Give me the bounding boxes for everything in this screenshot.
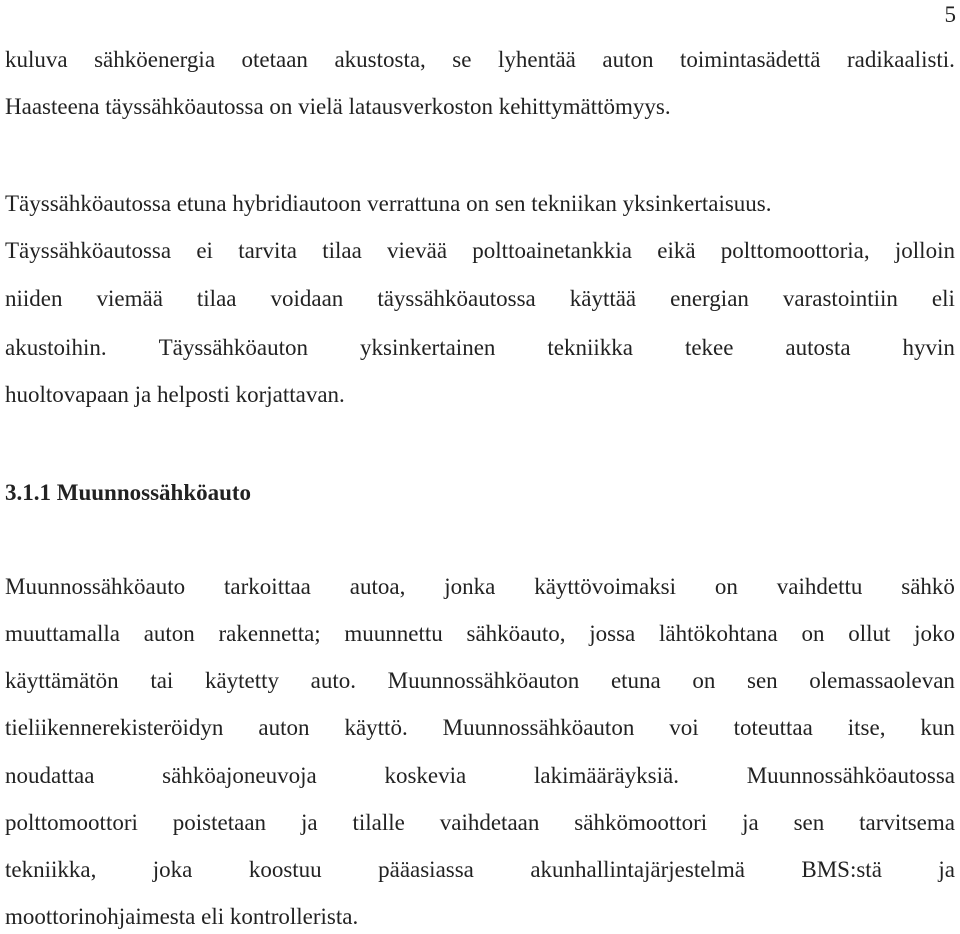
paragraph-3-line-1 [5,572,955,602]
word: ja [938,857,955,882]
word: niiden [5,286,63,311]
paragraph-1-line-2: Haasteena täyssähköautossa on vielä latausverkoston kehittymättömyys. [5,94,671,119]
word: on [714,574,738,599]
word: noudattaa [5,763,95,788]
word: voidaan [270,286,344,311]
section-heading: 3.1.1 Muunnossähköauto [5,480,252,505]
paragraph-2-line-4 [5,333,955,363]
word: joka [152,857,193,882]
word: sen [793,810,825,835]
word: sähköauto, [466,621,566,646]
word: käyttövoimaksi [534,574,677,599]
word: hyvin [902,335,955,360]
word: ja [742,810,759,835]
word: käytetty [204,668,280,693]
word: toimintasädettä [679,47,821,72]
word: tekniikka, [5,857,97,882]
word: kuluva [5,47,68,72]
word: sähköenergia [94,47,216,72]
word: auton [258,715,310,740]
page-number: 5 [944,2,956,27]
word: vaihdetaan [439,810,540,835]
word: olemassaolevan [809,668,955,693]
word: autosta [785,335,851,360]
paragraph-3-line-7 [5,855,955,885]
word: polttomoottori [5,810,138,835]
word: auto. [310,668,357,693]
word: rakennetta; [218,621,321,646]
word: tarkoittaa [224,574,311,599]
paragraph-3-line-4 [5,713,955,743]
word: käyttää [569,286,637,311]
word: varastointiin [782,286,898,311]
word: tekee [684,335,734,360]
word: eli [931,286,955,311]
word: käyttämätön [5,668,119,693]
word: sähköajoneuvoja [162,763,317,788]
word: ollut [848,621,891,646]
word: tarvitsema [859,810,955,835]
word: on [801,621,825,646]
word: itse, [847,715,886,740]
word: auton [602,47,654,72]
word: joko [914,621,955,646]
word: jonka [444,574,496,599]
word: akustoihin. [5,335,107,360]
word: tekniikka [547,335,633,360]
word: otetaan [241,47,308,72]
word: Muunnossähköautossa [746,763,955,788]
word: Muunnossähköauto [5,574,186,599]
word: vievää [387,238,448,263]
word: Täyssähköauton [158,335,309,360]
word: on [692,668,716,693]
word: tilaa [196,286,237,311]
word: auton [143,621,195,646]
word: tarvita [238,238,297,263]
paragraph-2-line-3 [5,284,955,314]
word: tilalle [352,810,405,835]
word: toteuttaa [733,715,813,740]
paragraph-3-line-3 [5,666,955,696]
word: muunnettu [344,621,443,646]
word: akunhallintajärjestelmä [530,857,745,882]
word: käyttö. [344,715,408,740]
word: polttoainetankkia [472,238,632,263]
word: Muunnossähköauton [442,715,635,740]
word: eikä [657,238,696,263]
paragraph-2-line-1: Täyssähköautossa etuna hybridiautoon verrattuna on sen tekniikan yksinkertaisuus. [5,191,772,216]
word: Muunnossähköauton [387,668,580,693]
word: poistetaan [172,810,267,835]
word: jossa [589,621,636,646]
word: lyhentää [497,47,576,72]
word: voi [669,715,699,740]
word: lähtökohtana [658,621,778,646]
word: se [452,47,472,72]
word: BMS:stä [801,857,882,882]
word: tieliikennerekisteröidyn [5,715,224,740]
word: akustosta, [334,47,426,72]
word: sähkömoottori [574,810,708,835]
word: tilaa [322,238,362,263]
word: jolloin [894,238,955,263]
paragraph-2-line-5: huoltovapaan ja helposti korjattavan. [5,382,345,407]
word: Täyssähköautossa [5,238,172,263]
word: vaihdettu [776,574,863,599]
word: polttomoottoria, [720,238,870,263]
word: tai [150,668,174,693]
word: kun [920,715,955,740]
word: muuttamalla [5,621,120,646]
paragraph-2-line-2 [5,236,955,266]
word: viemää [96,286,163,311]
word: pääasiassa [378,857,474,882]
word: etuna [610,668,661,693]
word: koskevia [384,763,467,788]
word: koostuu [248,857,322,882]
word: ei [196,238,213,263]
paragraph-3-line-6 [5,808,955,838]
word: täyssähköautossa [377,286,536,311]
word: sähkö [901,574,955,599]
paragraph-3-line-8: moottorinohjaimesta eli kontrollerista. [5,904,359,929]
word: energian [670,286,749,311]
word: sen [747,668,778,693]
paragraph-3-line-5 [5,761,955,791]
paragraph-1-line-1 [5,45,955,75]
word: radikaalisti. [847,47,955,72]
word: yksinkertainen [360,335,496,360]
paragraph-3-line-2 [5,619,955,649]
word: lakimääräyksiä. [534,763,679,788]
word: autoa, [349,574,406,599]
word: ja [300,810,318,835]
